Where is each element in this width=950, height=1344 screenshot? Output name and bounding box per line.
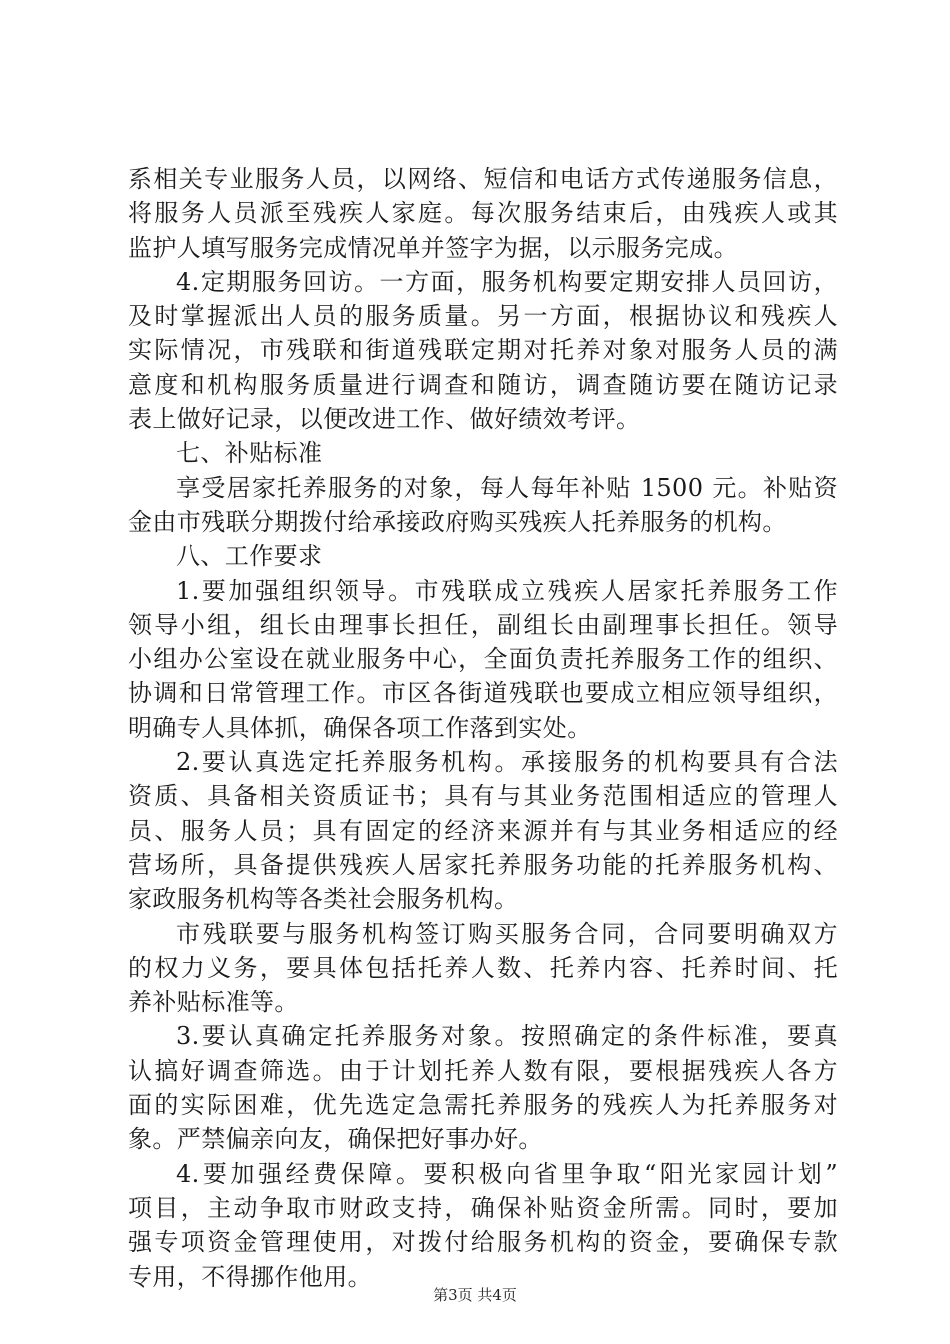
- text-line: 3.要认真确定托养服务对象。按照确定的条件标准，要真: [176, 1022, 838, 1051]
- text-line: 2.要认真选定托养服务机构。承接服务的机构要具有合法: [176, 748, 838, 777]
- text-line: 的权力义务，要具体包括托养人数、托养内容、托养时间、托: [128, 953, 838, 982]
- paragraph: [128, 1157, 838, 1294]
- text-line: 1.要加强组织领导。市残联成立残疾人居家托养服务工作: [176, 576, 838, 605]
- text-line: 营场所，具备提供残疾人居家托养服务功能的托养服务机构、: [128, 850, 838, 879]
- text-line: 小组办公室设在就业服务中心，全面负责托养服务工作的组织、: [128, 645, 838, 674]
- text-line: 表上做好记录，以便改进工作、做好绩效考评。: [128, 405, 641, 434]
- text-line: 领导小组，组长由理事长担任，副组长由副理事长担任。领导: [128, 610, 838, 639]
- text-line: 监护人填写服务完成情况单并签字为据，以示服务完成。: [128, 233, 738, 262]
- text-line: 八、工作要求: [176, 542, 323, 571]
- page-footer: 第3页 共4页: [433, 1286, 517, 1304]
- text-line: 实际情况，市残联和街道残联定期对托养对象对服务人员的满: [128, 336, 838, 365]
- paragraph: [128, 917, 838, 1020]
- text-line: 项目，主动争取市财政支持，确保补贴资金所需。同时，要加: [128, 1193, 838, 1222]
- text-line: 家政服务机构等各类社会服务机构。: [128, 885, 519, 914]
- text-line: 意度和机构服务质量进行调查和随访，调查随访要在随访记录: [128, 370, 838, 399]
- paragraph: [128, 1019, 838, 1156]
- paragraph: [128, 574, 838, 745]
- document-body: [128, 162, 838, 1294]
- paragraph: [128, 471, 838, 540]
- section-heading: [128, 539, 838, 573]
- text-line: 将服务人员派至残疾人家庭。每次服务结束后，由残疾人或其: [128, 199, 838, 228]
- text-line: 系相关专业服务人员，以网络、短信和电话方式传递服务信息，: [128, 165, 838, 193]
- text-line: 养补贴标准等。: [128, 988, 299, 1017]
- text-line: 协调和日常管理工作。市区各街道残联也要成立相应领导组织，: [128, 679, 838, 708]
- section-heading: [128, 436, 838, 470]
- text-line: 面的实际困难，优先选定急需托养服务的残疾人为托养服务对: [128, 1091, 838, 1120]
- text-line: 强专项资金管理使用，对拨付给服务机构的资金，要确保专款: [128, 1228, 838, 1257]
- text-line: 市残联要与服务机构签订购买服务合同，合同要明确双方: [176, 919, 838, 948]
- text-line: 专用，不得挪作他用。: [128, 1262, 372, 1291]
- text-line: 员、服务人员；具有固定的经济来源并有与其业务相适应的经: [128, 816, 838, 845]
- paragraph: [128, 265, 838, 436]
- paragraph: [128, 745, 838, 916]
- text-line: 象。严禁偏亲向友，确保把好事办好。: [128, 1125, 543, 1154]
- text-line: 明确专人具体抓，确保各项工作落到实处。: [128, 713, 592, 742]
- text-line: 七、补贴标准: [176, 439, 323, 468]
- text-line: 4.要加强经费保障。要积极向省里争取“阳光家园计划”: [176, 1159, 838, 1188]
- text-line: 认搞好调查筛选。由于计划托养人数有限，要根据残疾人各方: [128, 1056, 838, 1085]
- paragraph: [128, 162, 838, 265]
- text-line: 4.定期服务回访。一方面，服务机构要定期安排人员回访，: [176, 267, 838, 296]
- text-line: 享受居家托养服务的对象，每人每年补贴 1500 元。补贴资: [176, 473, 838, 502]
- text-line: 及时掌握派出人员的服务质量。另一方面，根据协议和残疾人: [128, 302, 838, 331]
- text-line: 金由市残联分期拨付给承接政府购买残疾人托养服务的机构。: [128, 507, 787, 536]
- text-line: 资质、具备相关资质证书；具有与其业务范围相适应的管理人: [128, 782, 838, 811]
